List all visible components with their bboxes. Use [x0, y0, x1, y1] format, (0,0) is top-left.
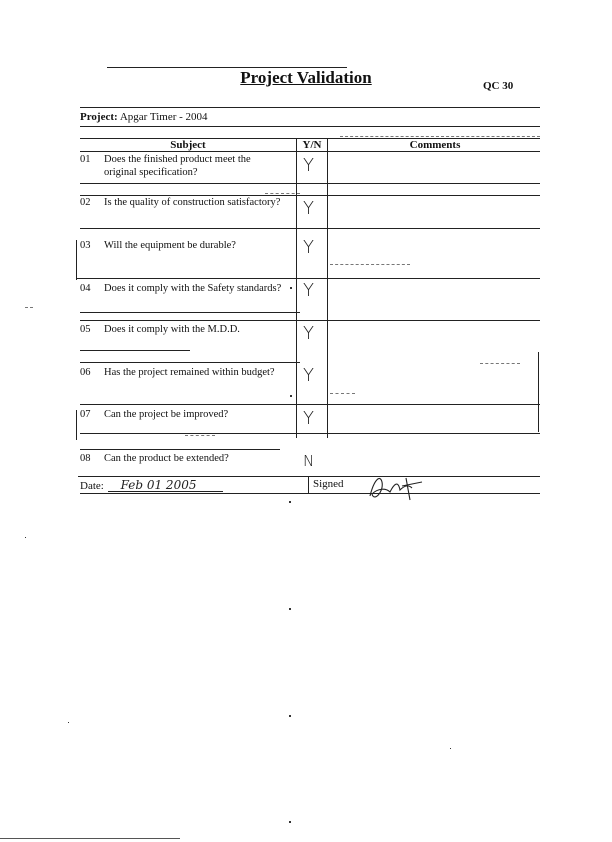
header-subject: Subject	[170, 139, 206, 151]
left-border-b	[76, 410, 77, 440]
answer-01: Y	[303, 155, 314, 176]
row-rule-01	[80, 183, 540, 184]
footer-rule	[80, 493, 540, 494]
scan-speck	[450, 748, 451, 749]
header-rule-bottom	[80, 151, 540, 152]
row-rule-08	[78, 476, 540, 477]
question-number: 03	[80, 240, 91, 251]
question-number: 05	[80, 324, 91, 335]
answer-04: Y	[303, 280, 314, 301]
question-number: 02	[80, 197, 91, 208]
question-text: Can the product be extended?	[104, 453, 229, 464]
row-rule-02	[80, 228, 540, 229]
page-title: Project Validation	[240, 68, 372, 87]
scan-speck	[25, 537, 26, 538]
date-block	[80, 478, 196, 492]
left-border-a	[76, 240, 77, 280]
date-label: Date:	[80, 480, 104, 492]
project-rule-top	[80, 107, 540, 108]
row-rule-04	[80, 312, 300, 313]
row-rule-04b	[80, 320, 540, 321]
row-rule-06a	[80, 362, 300, 363]
question-text: Does it comply with the M.D.D.	[104, 324, 240, 335]
question-number: 01	[80, 154, 91, 165]
scan-artifact	[185, 435, 215, 436]
question-text: Does it comply with the Safety standards?	[104, 283, 282, 294]
question-text: Will the equipment be durable?	[104, 240, 236, 251]
question-number: 06	[80, 367, 91, 378]
answer-06: Y	[303, 365, 314, 386]
scan-speck	[68, 722, 69, 723]
header-yn: Y/N	[302, 139, 322, 151]
date-value: Feb 01 2005	[120, 478, 197, 492]
answer-07: Y	[303, 408, 314, 429]
scan-speck	[289, 501, 291, 503]
row-rule-03	[76, 278, 540, 279]
row-rule-05	[80, 350, 190, 351]
row-rule-06	[80, 404, 540, 405]
right-border	[538, 352, 539, 432]
scan-artifact	[480, 363, 520, 364]
scan-artifact	[340, 136, 540, 137]
row-rule-07	[80, 433, 540, 434]
date-underline	[108, 491, 223, 492]
signed-label: Signed	[313, 478, 344, 490]
answer-03: Y	[303, 237, 314, 258]
row-rule-08a	[80, 449, 280, 450]
scan-artifact	[330, 393, 355, 394]
scan-artifact	[25, 307, 33, 308]
question-text: Has the project remained within budget?	[104, 367, 275, 378]
scan-speck	[289, 715, 291, 717]
signed-divider	[308, 476, 309, 493]
answer-05: Y	[303, 323, 314, 344]
scan-speck	[290, 287, 292, 289]
scan-artifact	[265, 193, 300, 194]
answer-02: Y	[303, 198, 314, 219]
question-number: 04	[80, 283, 91, 294]
project-label: Project:	[80, 111, 118, 123]
question-number: 08	[80, 453, 91, 464]
question-text: Does the finished product meet the original specification?	[104, 154, 251, 178]
form-code: QC 30	[483, 80, 514, 92]
project-rule-bottom	[80, 126, 540, 127]
scan-artifact	[330, 264, 410, 265]
header-comments: Comments	[409, 139, 461, 151]
bottom-edge-artifact	[0, 838, 180, 839]
header-rule-top	[80, 138, 540, 139]
signature-mark	[360, 470, 430, 506]
project-value: Apgar Timer - 2004	[119, 111, 208, 123]
question-number: 07	[80, 409, 91, 420]
scan-speck	[289, 821, 291, 823]
project-line	[80, 111, 208, 123]
question-text: Is the quality of construction satisfactory?	[104, 197, 281, 208]
answer-08: N	[303, 452, 315, 470]
scan-speck	[290, 395, 292, 397]
question-text: Can the project be improved?	[104, 409, 229, 420]
scan-speck	[289, 608, 291, 610]
